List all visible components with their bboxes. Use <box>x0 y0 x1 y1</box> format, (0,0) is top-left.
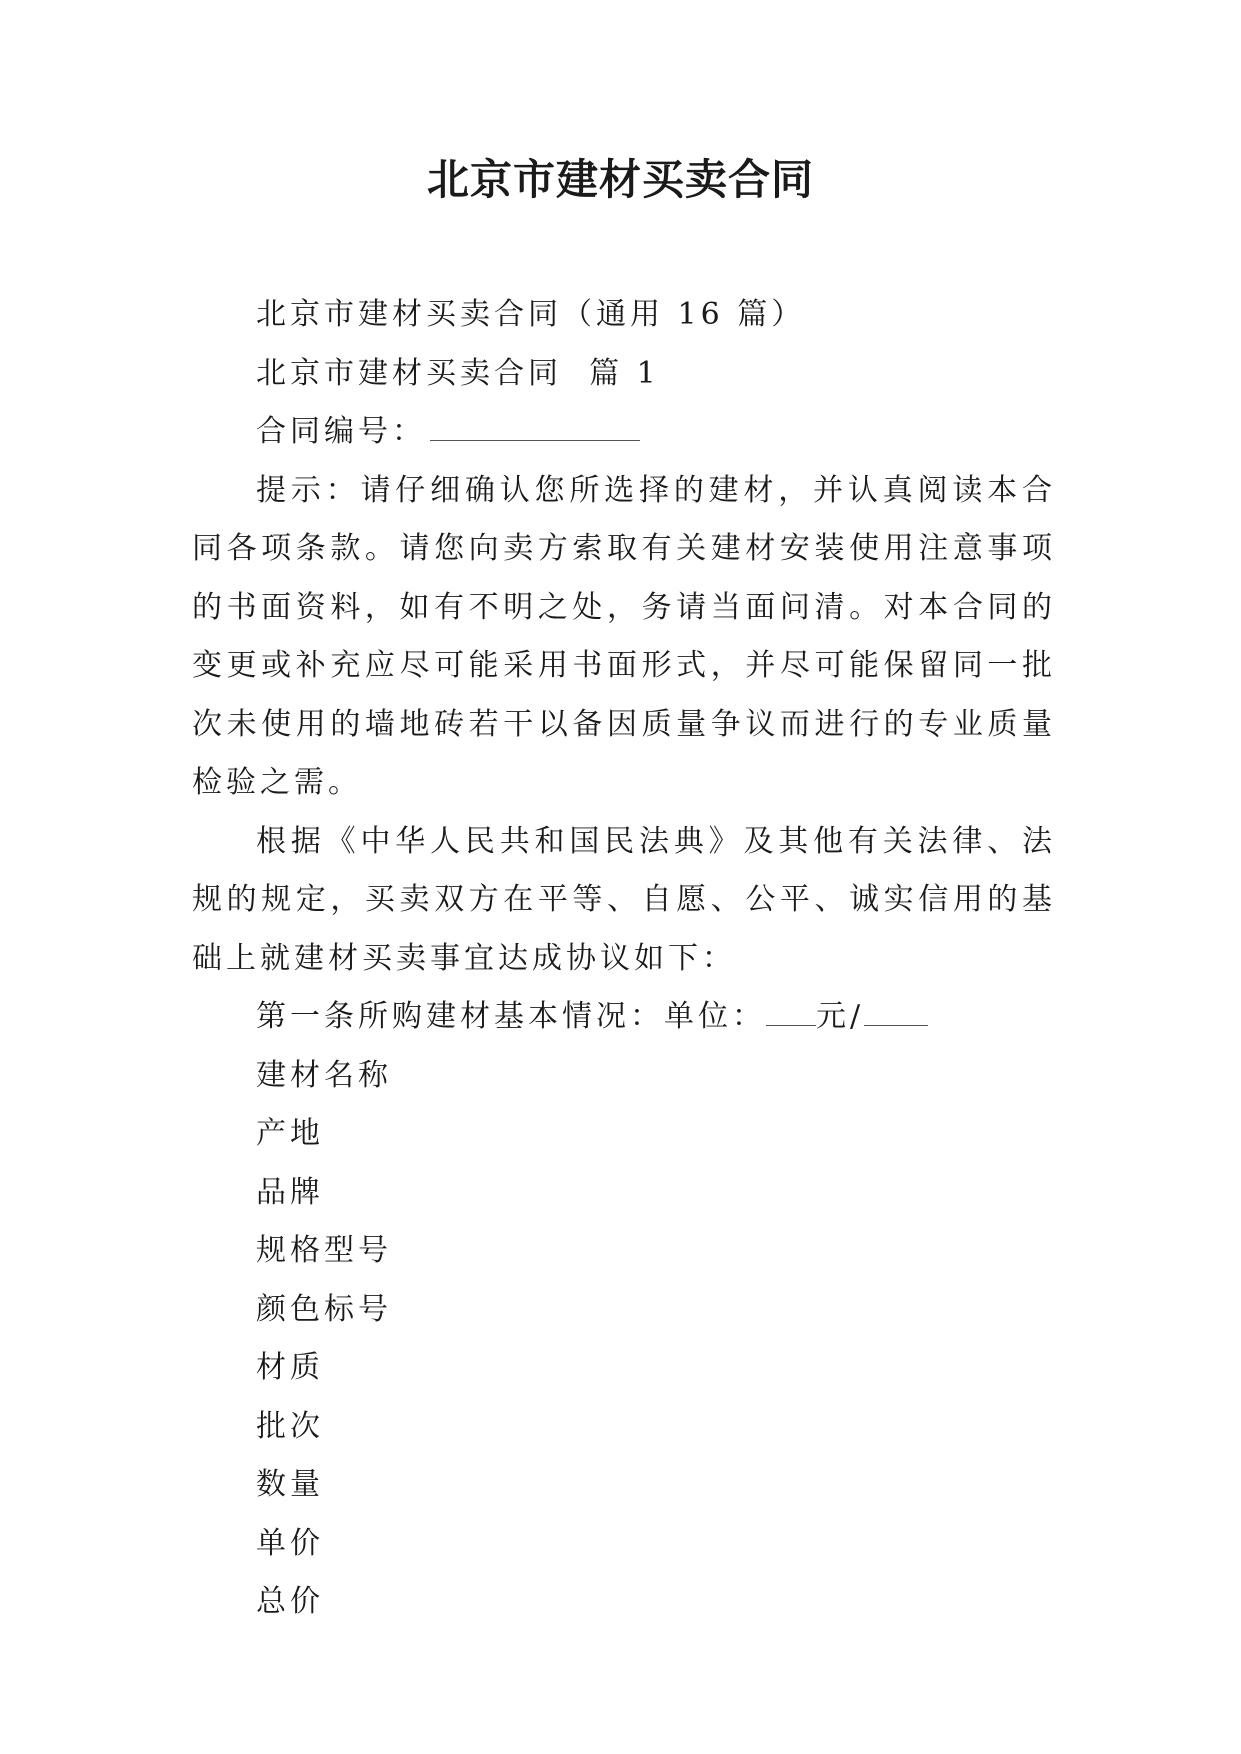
field-quantity: 数量 <box>256 1467 324 1502</box>
section-heading-text: 北京市建材买卖合同 篇 1 <box>256 355 660 391</box>
field-origin: 产地 <box>256 1116 324 1151</box>
unit-measure-blank[interactable] <box>864 995 928 1026</box>
unit-price-blank[interactable] <box>766 995 816 1026</box>
contract-number-label: 合同编号： <box>256 414 426 449</box>
field-material-name: 建材名称 <box>256 1057 392 1093</box>
field-brand: 品牌 <box>256 1174 324 1210</box>
field-batch: 批次 <box>256 1408 324 1444</box>
document-body <box>192 286 1056 1632</box>
article-one-label: 第一条所购建材基本情况：单位： <box>256 999 766 1034</box>
document-subtitle: 北京市建材买卖合同（通用 16 篇） <box>256 297 806 332</box>
article-one-unit: 元/ <box>816 999 865 1034</box>
document-title: 北京市建材买卖合同 <box>426 155 814 204</box>
section-heading <box>192 345 1056 404</box>
field-specification: 规格型号 <box>256 1233 392 1268</box>
basis-paragraph: 根据《中华人民共和国民法典》及其他有关法律、法规的规定，买卖双方在平等、自愿、公平、诚实信用的基础上就建材买卖事宜达成协议如下： <box>192 823 1056 976</box>
contract-number-blank[interactable] <box>430 410 640 441</box>
field-color-code: 颜色标号 <box>256 1291 392 1327</box>
field-material: 材质 <box>256 1350 324 1385</box>
field-total-price: 总价 <box>256 1584 324 1619</box>
contract-number-line <box>192 403 1056 462</box>
article-one-line <box>192 988 1056 1047</box>
field-unit-price: 单价 <box>256 1525 324 1561</box>
tip-paragraph: 提示：请仔细确认您所选择的建材，并认真阅读本合同各项条款。请您向卖方索取有关建材安装使用注意事项的书面资料，如有不明之处，务请当面问清。对本合同的变更或补充应尽可能采用书面形式，并尽可能保留同一批次未使用的墙地砖若干以备因质量争议而进行的专业质量检验之需。 <box>192 472 1056 800</box>
